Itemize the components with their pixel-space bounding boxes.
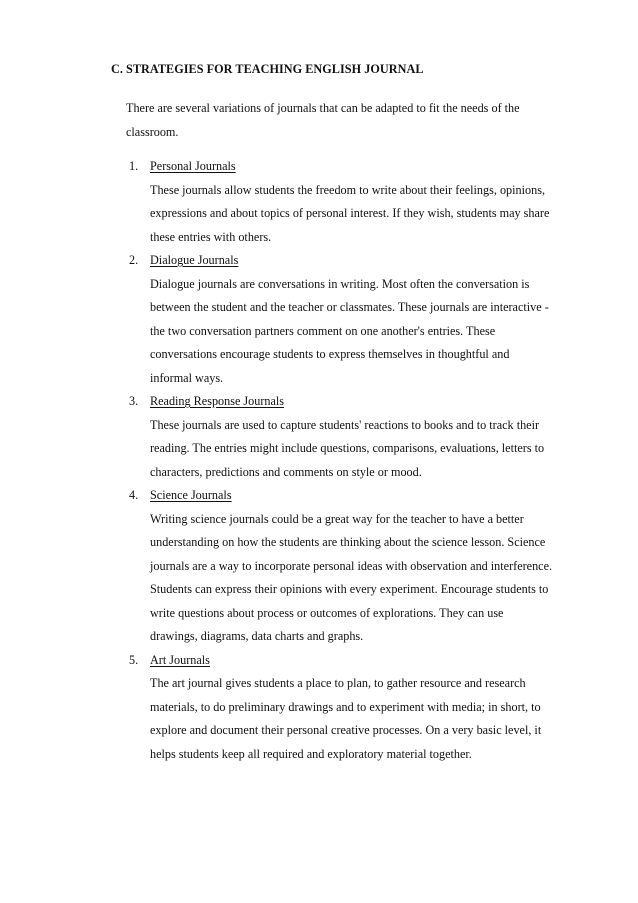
section-heading: C. STRATEGIES FOR TEACHING ENGLISH JOURNAL bbox=[111, 62, 424, 76]
list-item-science-journals bbox=[126, 484, 586, 649]
list-item-line: expressions and about topics of personal interest. If they wish, students may share bbox=[150, 206, 550, 220]
list-item-line: drawings, diagrams, data charts and graphs. bbox=[150, 629, 364, 643]
list-item-line: These journals allow students the freedom to write about their feelings, opinions, bbox=[150, 182, 545, 197]
journal-types-list bbox=[126, 155, 586, 766]
list-item-reading-response-journals bbox=[126, 390, 586, 484]
list-item-line: reading. The entries might include questions, comparisons, evaluations, letters to bbox=[150, 441, 545, 455]
list-item-number: 2. bbox=[129, 253, 139, 267]
list-item-title: Reading Response Journals bbox=[150, 394, 285, 408]
list-item-number: 3. bbox=[129, 394, 139, 408]
list-item-line: write questions about process or outcomes of explorations. They can use bbox=[150, 605, 504, 620]
list-item-number: 1. bbox=[129, 159, 139, 173]
list-item-line: characters, predictions and comments on style or mood. bbox=[150, 464, 422, 479]
list-item-line: These journals are used to capture students' reactions to books and to track their bbox=[150, 417, 540, 432]
list-item-line: helps students keep all required and exploratory material together. bbox=[150, 746, 472, 761]
list-item-line: conversations encourage students to express themselves in thoughtful and bbox=[150, 347, 510, 361]
list-item-line: The art journal gives students a place to plan, to gather resource and research bbox=[150, 676, 526, 690]
list-item-line: between the student and the teacher or classmates. These journals are interactive - bbox=[150, 300, 549, 314]
list-item-line: journals are a way to incorporate personal ideas with observation and interference. bbox=[150, 558, 553, 573]
intro-line: classroom. bbox=[126, 124, 179, 139]
list-item-number: 4. bbox=[129, 488, 139, 502]
list-item-line: understanding on how the students are thinking about the science lesson. Science bbox=[150, 535, 546, 549]
list-item-line: Dialogue journals are conversations in writing. Most often the conversation is bbox=[150, 276, 530, 291]
list-item-line: informal ways. bbox=[150, 370, 224, 385]
list-item-personal-journals bbox=[126, 155, 586, 249]
intro-line: There are several variations of journals that can be adapted to fit the needs of the bbox=[126, 101, 520, 115]
list-item-number: 5. bbox=[129, 652, 139, 667]
list-item-art-journals bbox=[126, 649, 586, 767]
list-item-line: Writing science journals could be a great way for the teacher to have a better bbox=[150, 511, 524, 526]
intro-paragraph bbox=[126, 97, 566, 144]
list-item-title: Science Journals bbox=[150, 488, 232, 502]
list-item-title: Art Journals bbox=[150, 652, 210, 667]
list-item-title: Personal Journals bbox=[150, 159, 236, 173]
list-item-line: explore and document their personal creative processes. On a very basic level, it bbox=[150, 723, 542, 737]
list-item-line: these entries with others. bbox=[150, 229, 272, 244]
list-item-dialogue-journals bbox=[126, 249, 586, 390]
list-item-line: Students can express their opinions with every experiment. Encourage students to bbox=[150, 582, 549, 596]
list-item-line: the two conversation partners comment on one another's entries. These bbox=[150, 323, 496, 338]
list-item-line: materials, to do preliminary drawings and to experiment with media; in short, to bbox=[150, 699, 541, 714]
list-item-title: Dialogue Journals bbox=[150, 253, 239, 267]
